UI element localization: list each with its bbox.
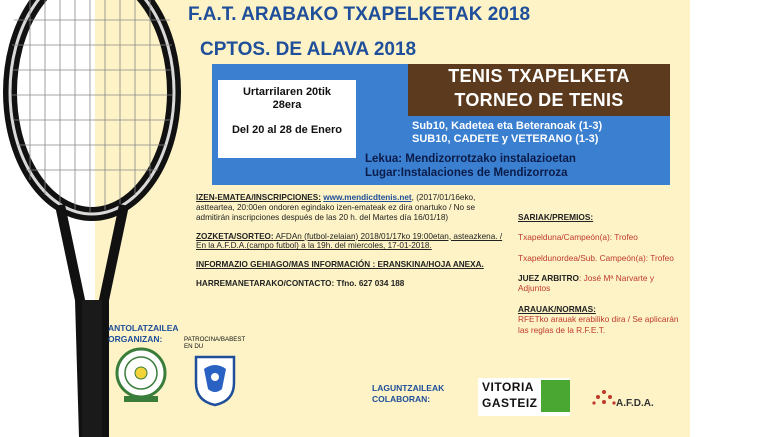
date-basque-line-1: Urtarrilaren 20tik — [242, 86, 332, 98]
main-info — [196, 193, 508, 298]
referee-label: JUEZ ARBITRO — [518, 273, 579, 284]
title-line-2: CPTOS. DE ALAVA 2018 — [200, 39, 417, 60]
afda-logo — [584, 382, 664, 416]
inscriptions-link[interactable]: www.mendicdtenis.net — [323, 193, 412, 202]
info-block — [196, 260, 508, 270]
collaborators-line-2: COLABORAN: — [372, 394, 431, 405]
collaborators-line-1: LAGUNTZAILEAK — [372, 383, 445, 393]
inscriptions-text: , (2017/01/16eko, astteartea, 20:00en ondoren egindako izen-emateak ez dira onartuko / No se admitirán inscripciones después de las 20 h. del Martes día 16/01/18) — [196, 193, 476, 222]
rules-text: RFETko arauak erabiliko dira / Se aplicarán las reglas de la R.F.E.T. — [518, 314, 679, 335]
sponsor-line-1: PATROCINA/BABEST — [184, 336, 246, 343]
categories-basque: Sub10, Kadetea eta Beteranoak (1-3) — [412, 120, 603, 132]
side-info — [518, 212, 688, 335]
draw-text: AFDAn (futbol-zelaian) 2018/01/17ko 19:00etan, asteazkena. / En la A.F.D.A.(campo futbol) a la 19h. del miercoles, 17-01-2018. — [196, 231, 503, 251]
tournament-name-spanish: TORNEO DE TENIS — [454, 90, 624, 110]
federation-logo-icon — [192, 353, 238, 407]
afda-logo-text: A.F.D.A. — [616, 398, 654, 409]
draw-heading: ZOZKETA/SORTEO: — [196, 231, 274, 241]
prize-item-2: Txapeldunordea/Sub. Campeón(a): Trofeo — [518, 252, 674, 263]
rules-heading: ARAUAK/NORMAS: — [518, 303, 596, 314]
location-basque: Lekua: Mendizorrotzako instalazioetan — [365, 153, 576, 165]
organizers-line-2: ORGANIZAN: — [108, 333, 163, 344]
tournament-name-basque: TENIS TXAPELKETA — [448, 66, 630, 86]
sponsor-label — [184, 336, 264, 351]
prize-item-1: Txapelduna/Campeón(a): Trofeo — [518, 232, 638, 243]
location-spanish: Lugar:Instalaciones de Mendizorroza — [365, 167, 568, 179]
vitoria-green-mark — [541, 380, 570, 412]
sponsor-line-2: EN DU — [184, 343, 204, 351]
draw-block — [196, 232, 508, 252]
inscriptions-block — [196, 193, 508, 223]
organizers-line-1: ANTOLATZAILEA — [108, 323, 179, 333]
referee-block — [518, 273, 688, 294]
referee-text: : José Mª Narvarte y Adjuntos — [518, 273, 654, 294]
collaborators-label — [372, 383, 472, 405]
vitoria-logo-text-2: GASTEIZ — [482, 396, 538, 410]
contact-text: HARREMANETARAKO/CONTACTO: Tfno. 627 034 188 — [196, 279, 405, 289]
prizes-heading: SARIAK/PREMIOS: — [518, 212, 594, 222]
info-text: INFORMAZIO GEHIAGO/MAS INFORMACIÓN : ERANSKINA/HOJA ANEXA. — [196, 260, 484, 270]
date-basque-line-2: 28era — [272, 99, 302, 111]
inscriptions-heading: IZEN-EMATEA/INSCRIPCIONES: — [196, 193, 321, 202]
categories-spanish: SUB10, CADETE y VETERANO (1-3) — [412, 133, 599, 145]
contact-block — [196, 279, 508, 289]
club-logo-icon — [114, 346, 168, 404]
vitoria-logo-text-1: VITORIA — [482, 380, 534, 394]
date-spanish: Del 20 al 28 de Enero — [231, 124, 343, 136]
title-line-1: F.A.T. ARABAKO TXAPELKETAK 2018 — [188, 4, 531, 25]
